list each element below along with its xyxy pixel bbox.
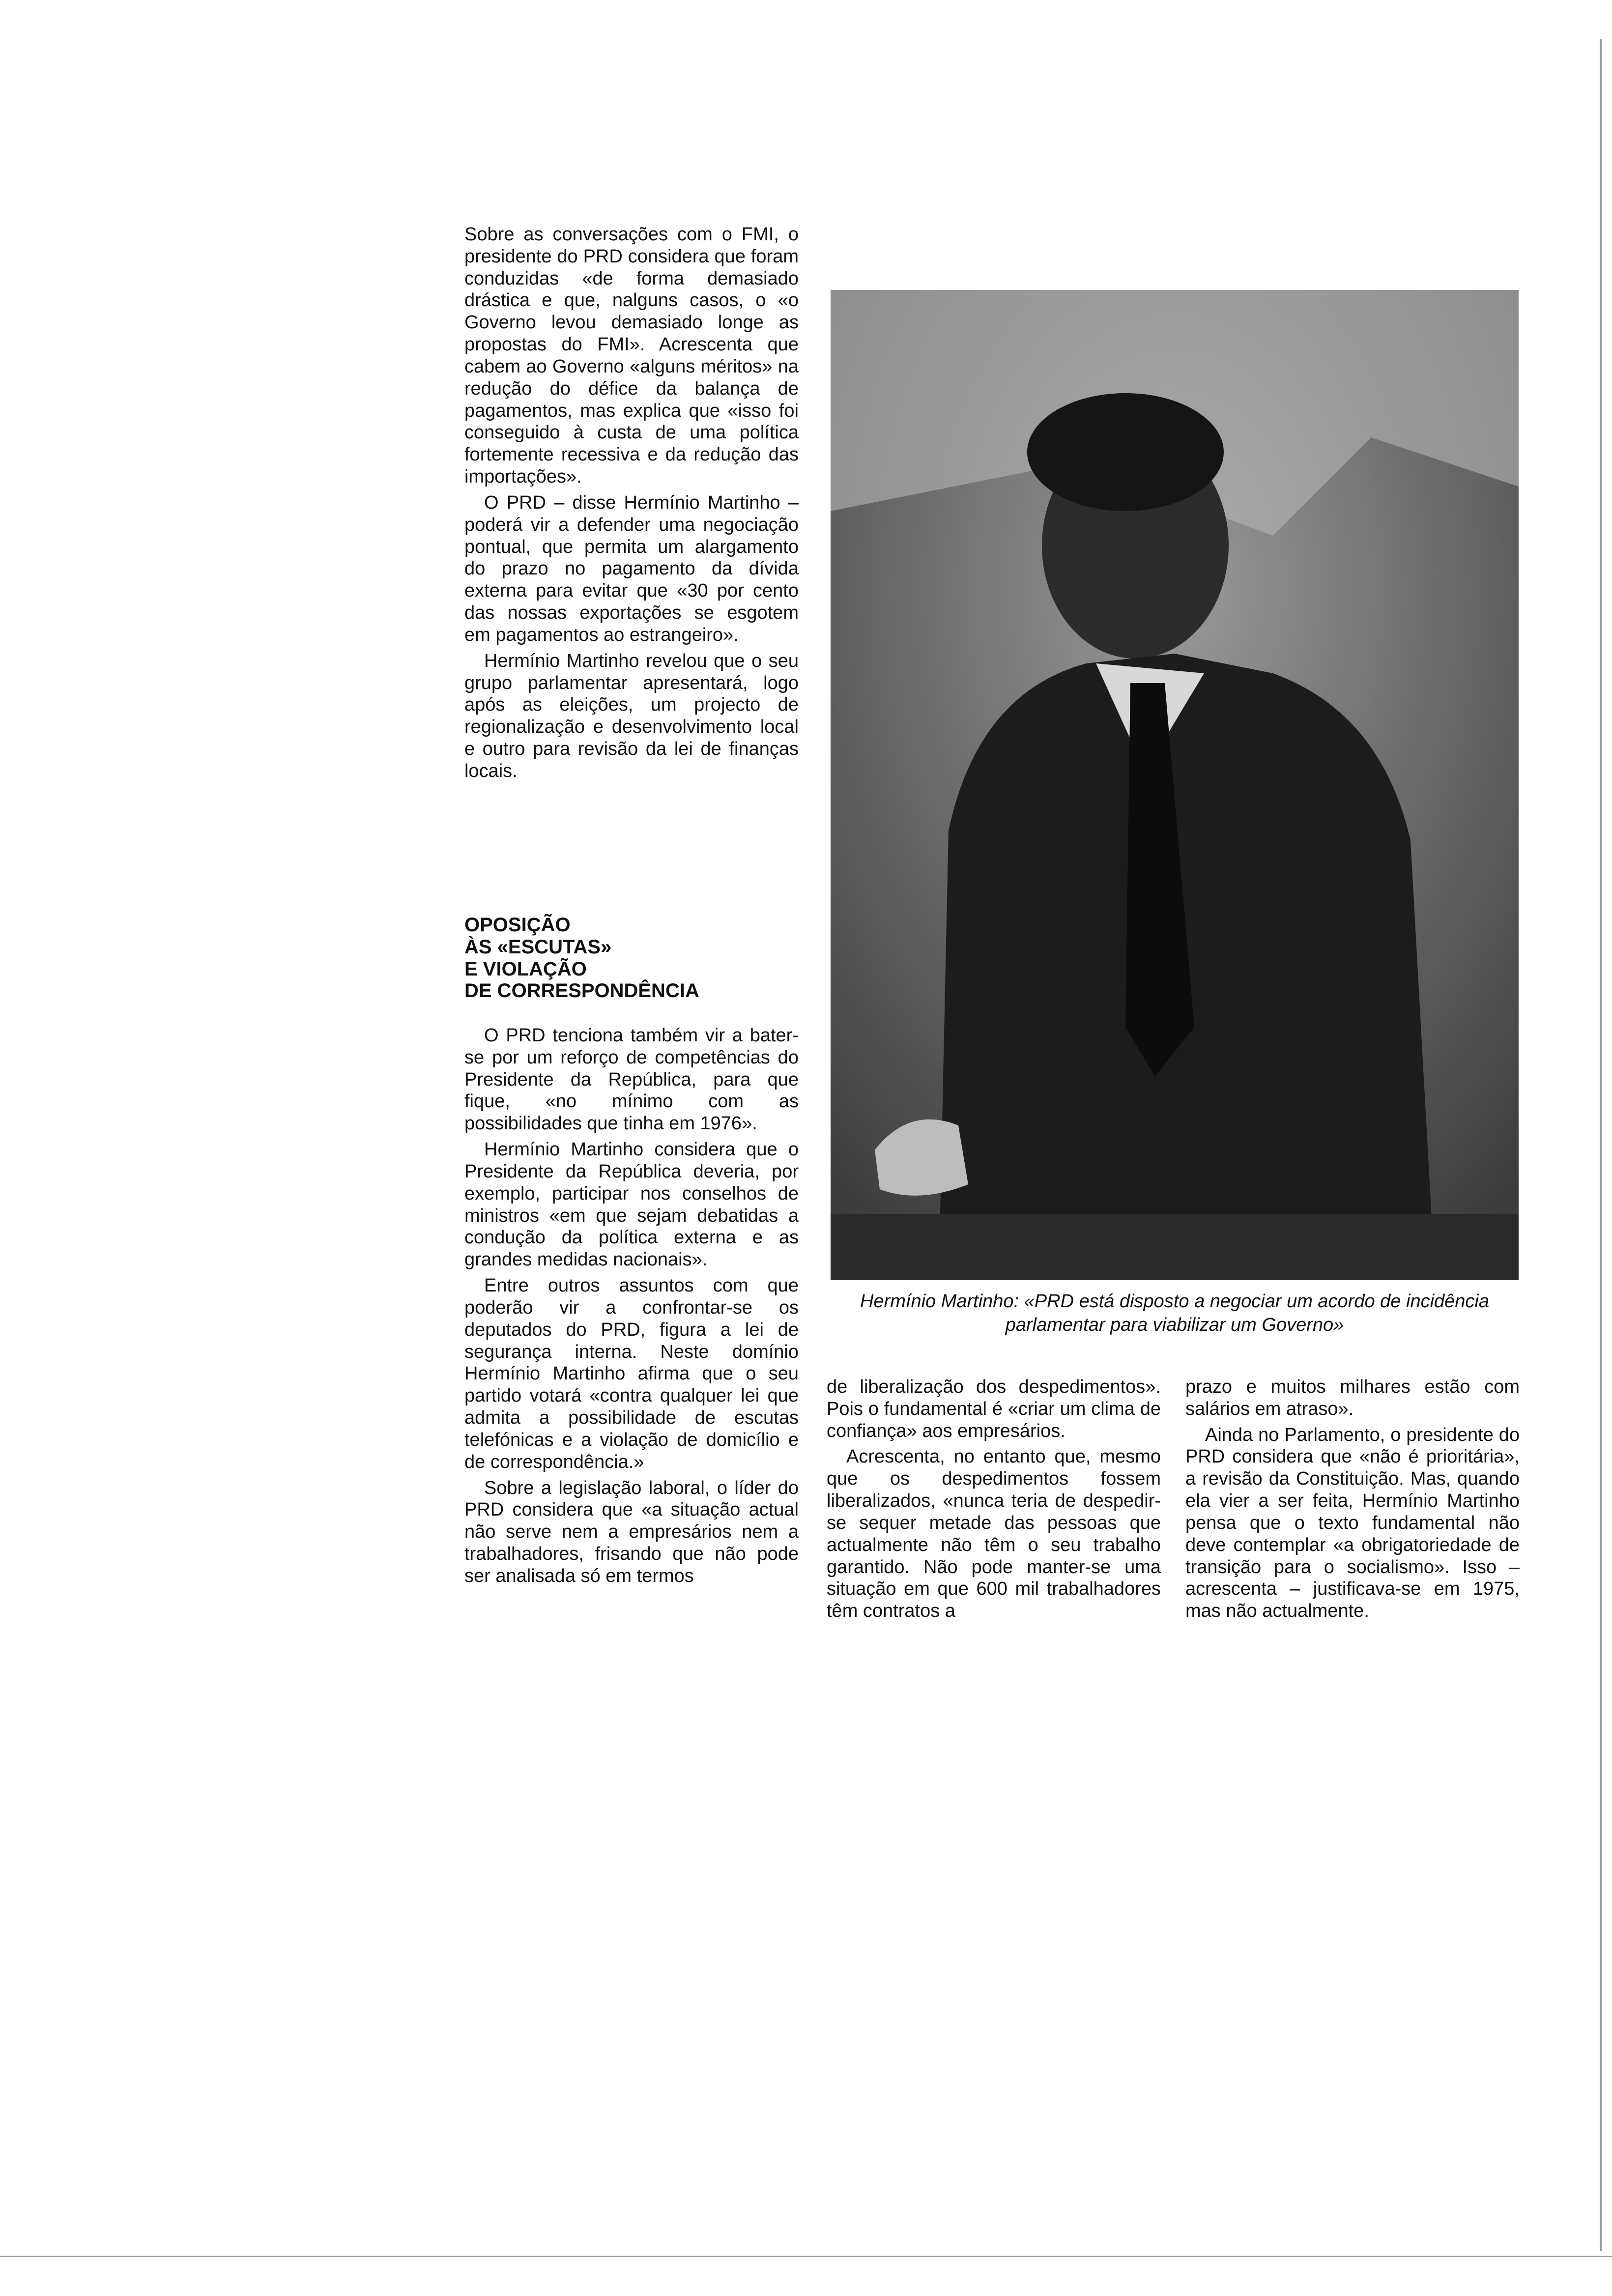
paragraph: Hermínio Martinho considera que o Presidente da República deveria, por exemplo, participar nos conselhos de ministros «em que sejam debatidas a condução da política externa e as grandes medidas nacionais». — [464, 1139, 799, 1270]
photo-caption: Hermínio Martinho: «PRD está disposto a negociar um acordo de incidência parlamentar para viabilizar um Governo» — [860, 1291, 1489, 1335]
subheading-line: DE CORRESPONDÊNCIA — [464, 980, 699, 1002]
middle-column — [827, 1376, 1161, 1626]
left-column-top — [464, 224, 799, 786]
paragraph: de liberalização dos despedimentos». Pois o fundamental é «criar um clima de confiança» aos empresários. — [827, 1377, 1161, 1441]
paragraph: prazo e muitos milhares estão com salários em atraso». — [1185, 1377, 1520, 1419]
portrait-photo — [831, 290, 1519, 1280]
paragraph: Sobre as conversações com o FMI, o presidente do PRD considera que foram conduzidas «de forma demasiado drástica e que, nalguns casos, o «o Governo levou demasiado longe as propostas do FMI». Acrescenta que cabem ao Governo «alguns méritos» na redução do défice da balança de pagamentos, mas explica que «isso foi conseguido à custa de uma política fortemente recessiva e da redução das importações». — [464, 224, 799, 488]
subheading-line: ÀS «ESCUTAS» — [464, 936, 612, 958]
paragraph: Entre outros assuntos com que poderão vir a confrontar-se os deputados do PRD, figura a lei de segurança interna. Neste domínio Hermínio Martinho afirma que o seu partido votará «contra qualquer lei que admita a possibilidade de escutas telefónicas e a violação de domicílio e de correspondência.» — [464, 1275, 799, 1472]
right-column — [1185, 1376, 1520, 1626]
left-column-bottom — [464, 1025, 799, 1591]
paragraph: O PRD tenciona também vir a bater-se por um reforço de competências do Presidente da República, para que fique, «no mínimo com as possibilidades que tinha em 1976». — [464, 1025, 799, 1134]
paragraph: Ainda no Parlamento, o presidente do PRD considera que «não é prioritária», a revisão da Constituição. Mas, quando ela vier a ser feita, Hermínio Martinho pensa que o texto fundamental não deve contemplar «a obrigatoriedade de transição para o socialismo». Isso – acrescenta – justificava-se em 1975, mas não actualmente. — [1185, 1424, 1520, 1622]
subheading-line: E VIOLAÇÃO — [464, 958, 587, 980]
scan-edge-bottom — [0, 2256, 1612, 2257]
section-subheading — [464, 914, 759, 1002]
paragraph: O PRD – disse Hermínio Martinho – poderá vir a defender uma negociação pontual, que permita um alargamento do prazo no pagamento da dívida externa para evitar que «30 por cento das nossas exportações se esgotem em pagamentos ao estrangeiro». — [464, 492, 799, 645]
portrait-illustration — [831, 290, 1519, 1280]
paragraph: Sobre a legislação laboral, o líder do PRD considera que «a situação actual não serve nem a empresários nem a trabalhadores, frisando que não pode ser analisada só em termos — [464, 1477, 799, 1586]
subheading-line: OPOSIÇÃO — [464, 914, 571, 936]
paragraph: Hermínio Martinho revelou que o seu grupo parlamentar apresentará, logo após as eleições, um projecto de regionalização e desenvolvimento local e outro para revisão da lei de finanças locais. — [464, 650, 799, 781]
paragraph: Acrescenta, no entanto que, mesmo que os despedimentos fossem liberalizados, «nunca teria de despedir-se sequer metade das pessoas que actualmente não têm o seu trabalho garantido. Não pode manter-se uma situação em que 600 mil trabalhadores têm contratos a — [827, 1446, 1161, 1622]
scan-edge-right — [1600, 39, 1602, 2251]
